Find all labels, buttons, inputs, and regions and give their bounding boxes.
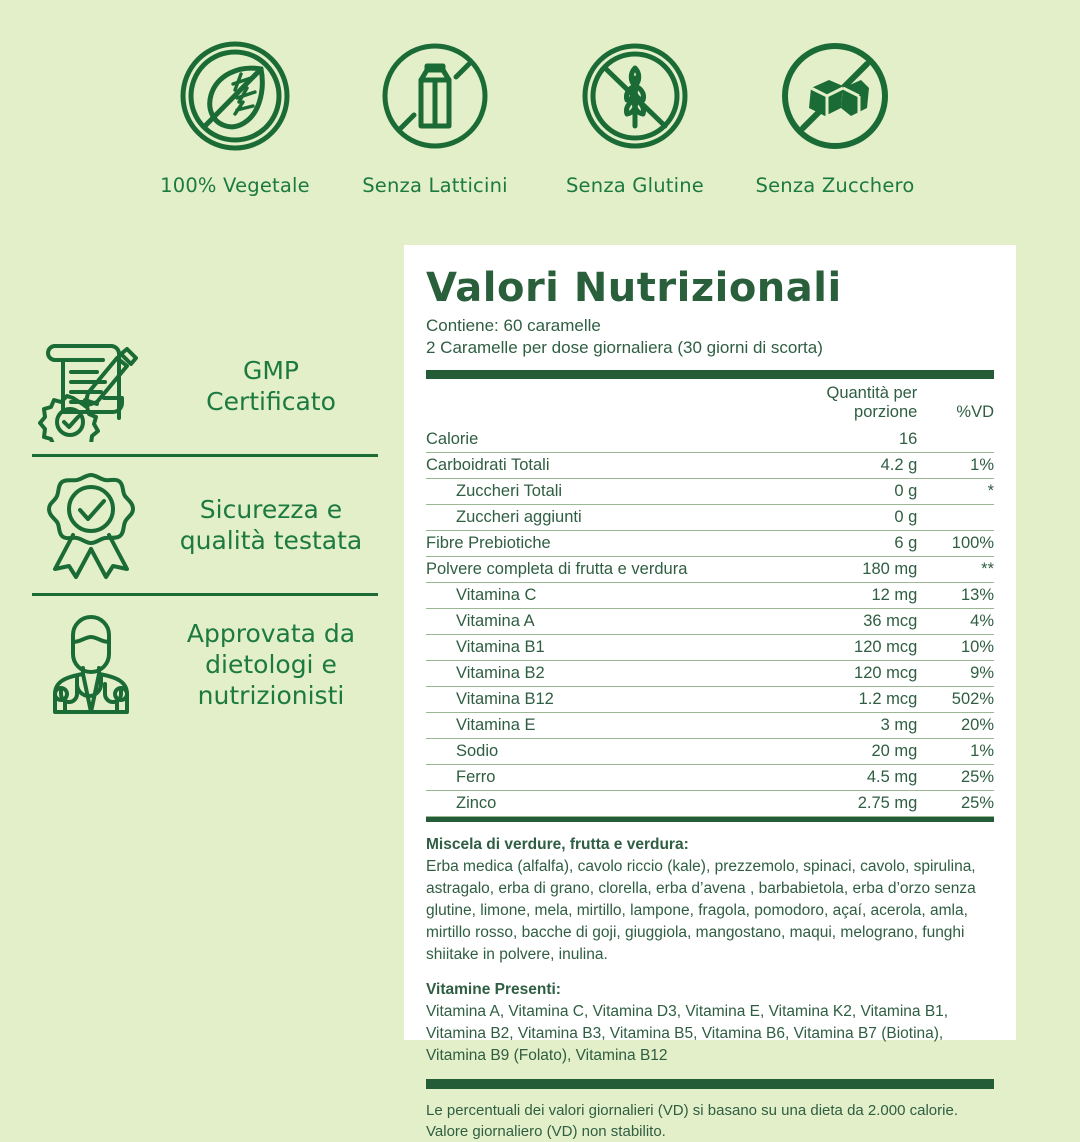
row-amount: 1.2 mcg bbox=[772, 686, 917, 712]
table-row bbox=[426, 634, 994, 660]
table-row bbox=[426, 712, 994, 738]
rule-top bbox=[426, 370, 994, 379]
row-name: Zinco bbox=[426, 790, 772, 816]
table-row bbox=[426, 790, 994, 816]
badge-vegetale-label: 100% Vegetale bbox=[160, 174, 310, 197]
feature-divider-2 bbox=[32, 593, 378, 596]
row-daily-value: 25% bbox=[917, 764, 994, 790]
vitamins-heading: Vitamine Presenti: bbox=[426, 980, 561, 998]
facts-title: Valori Nutrizionali bbox=[426, 265, 842, 311]
table-row bbox=[426, 504, 994, 530]
row-name: Vitamina B12 bbox=[426, 686, 772, 712]
doctor-stethoscope-icon bbox=[32, 608, 150, 720]
feature-sicurezza bbox=[32, 461, 378, 589]
blend-body: Erba medica (alfalfa), cavolo riccio (kale), prezzemolo, spinaci, cavolo, spirulina, astragalo, erba di grano, clorella, erba d’avena , barbabietola, erba d’orzo senza glutine, limone, mela, mirtillo, lampone, fragola, pomodoro, açaí, acerola, amla, mirtillo rosso, bacche di goji, giuggiola, mangostano, maqui, melograno, funghi shiitake in polvere, inulina. bbox=[426, 857, 976, 963]
serving-info bbox=[426, 315, 994, 359]
badge-latticini-label: Senza Latticini bbox=[362, 174, 508, 197]
serving-line-1: Contiene: 60 caramelle bbox=[426, 316, 601, 335]
feature-dietologi bbox=[32, 600, 378, 728]
no-sugar-cubes-icon bbox=[777, 32, 893, 160]
row-name: Vitamina A bbox=[426, 608, 772, 634]
feature-gmp bbox=[32, 322, 378, 450]
badge-vegetale bbox=[140, 32, 330, 197]
row-daily-value: 13% bbox=[917, 582, 994, 608]
row-name: Fibre Prebiotiche bbox=[426, 530, 772, 556]
table-row bbox=[426, 530, 994, 556]
award-rosette-icon bbox=[32, 469, 150, 581]
table-row bbox=[426, 478, 994, 504]
feature-dietologi-label bbox=[164, 618, 378, 711]
feature-dietologi-line2: dietologi e bbox=[205, 649, 337, 679]
table-row bbox=[426, 660, 994, 686]
footnote-line-1: Le percentuali dei valori giornalieri (VD) si basano su una dieta da 2.000 calorie. bbox=[426, 1102, 958, 1120]
row-amount: 4.2 g bbox=[772, 452, 917, 478]
top-badge-row bbox=[140, 32, 930, 212]
row-amount: 120 mcg bbox=[772, 634, 917, 660]
row-amount: 36 mcg bbox=[772, 608, 917, 634]
leaf-in-circle-icon bbox=[177, 32, 293, 160]
feature-sicurezza-line1: Sicurezza e bbox=[199, 495, 343, 524]
row-amount: 4.5 mg bbox=[772, 764, 917, 790]
badge-glutine-label: Senza Glutine bbox=[565, 174, 705, 197]
row-amount: 180 mg bbox=[772, 556, 917, 582]
col-header-amount: Quantità per porzione bbox=[826, 383, 918, 421]
badge-latticini bbox=[340, 32, 530, 197]
row-name: Carboidrati Totali bbox=[426, 452, 772, 478]
nutrition-facts-card bbox=[404, 245, 1016, 1141]
blend-section bbox=[426, 834, 994, 1068]
row-name: Sodio bbox=[426, 738, 772, 764]
row-daily-value: 20% bbox=[917, 712, 994, 738]
row-name: Zuccheri Totali bbox=[426, 478, 772, 504]
blend-heading: Miscela di verdure, frutta e verdura: bbox=[426, 835, 689, 853]
row-daily-value bbox=[917, 427, 994, 453]
row-daily-value: 1% bbox=[917, 452, 994, 478]
footnotes bbox=[426, 1100, 994, 1142]
feature-list bbox=[32, 322, 378, 728]
row-daily-value: * bbox=[917, 478, 994, 504]
badge-zucchero-label: Senza Zucchero bbox=[755, 174, 915, 197]
row-daily-value: 4% bbox=[917, 608, 994, 634]
table-row bbox=[426, 738, 994, 764]
table-row bbox=[426, 608, 994, 634]
row-name: Vitamina B2 bbox=[426, 660, 772, 686]
row-daily-value: 25% bbox=[917, 790, 994, 816]
table-row bbox=[426, 556, 994, 582]
no-dairy-carton-icon bbox=[377, 32, 493, 160]
row-daily-value: ** bbox=[917, 556, 994, 582]
rule-after-table bbox=[426, 817, 994, 822]
feature-gmp-label bbox=[164, 355, 378, 417]
row-amount: 6 g bbox=[772, 530, 917, 556]
row-amount: 120 mcg bbox=[772, 660, 917, 686]
nutrition-table-body bbox=[426, 427, 994, 817]
badge-zucchero bbox=[740, 32, 930, 197]
row-amount: 0 g bbox=[772, 504, 917, 530]
col-header-name bbox=[426, 379, 772, 427]
table-row bbox=[426, 582, 994, 608]
table-row bbox=[426, 686, 994, 712]
feature-sicurezza-label bbox=[164, 494, 378, 556]
rule-footer bbox=[426, 1079, 994, 1089]
row-name: Zuccheri aggiunti bbox=[426, 504, 772, 530]
feature-dietologi-line3: nutrizionisti bbox=[197, 680, 345, 710]
row-daily-value: 100% bbox=[917, 530, 994, 556]
row-daily-value: 10% bbox=[917, 634, 994, 660]
serving-line-2: 2 Caramelle per dose giornaliera (30 giorni di scorta) bbox=[426, 337, 823, 357]
row-name: Ferro bbox=[426, 764, 772, 790]
row-name: Calorie bbox=[426, 427, 772, 453]
row-name: Vitamina B1 bbox=[426, 634, 772, 660]
nutrition-table-head bbox=[426, 379, 994, 427]
row-name: Polvere completa di frutta e verdura bbox=[426, 556, 772, 582]
col-header-daily-value: %VD bbox=[956, 402, 994, 421]
table-row bbox=[426, 427, 994, 453]
feature-gmp-line2: Certificato bbox=[206, 387, 336, 416]
feature-dietologi-line1: Approvata da bbox=[186, 618, 356, 648]
row-daily-value: 502% bbox=[917, 686, 994, 712]
table-row bbox=[426, 764, 994, 790]
table-row bbox=[426, 452, 994, 478]
section-gap bbox=[426, 966, 994, 979]
no-gluten-wheat-icon bbox=[577, 32, 693, 160]
vitamins-body: Vitamina A, Vitamina C, Vitamina D3, Vitamina E, Vitamina K2, Vitamina B1, Vitamina B2, Vitamina B3, Vitamina B5, Vitamina B6, Vitamina B7 (Biotina), Vitamina B9 (Folato), Vitamina B12 bbox=[426, 1003, 949, 1065]
badge-glutine bbox=[540, 32, 730, 197]
row-daily-value: 9% bbox=[917, 660, 994, 686]
nutrition-table bbox=[426, 379, 994, 817]
row-amount: 20 mg bbox=[772, 738, 917, 764]
row-amount: 16 bbox=[772, 427, 917, 453]
row-amount: 3 mg bbox=[772, 712, 917, 738]
row-amount: 0 g bbox=[772, 478, 917, 504]
certificate-scroll-icon bbox=[32, 330, 150, 442]
row-name: Vitamina E bbox=[426, 712, 772, 738]
feature-sicurezza-line2: qualità testata bbox=[179, 526, 363, 555]
row-daily-value bbox=[917, 504, 994, 530]
row-daily-value: 1% bbox=[917, 738, 994, 764]
feature-divider-1 bbox=[32, 454, 378, 457]
footnote-line-2: Valore giornaliero (VD) non stabilito. bbox=[426, 1123, 666, 1141]
row-amount: 12 mg bbox=[772, 582, 917, 608]
feature-gmp-line1: GMP bbox=[242, 356, 300, 385]
table-header-row bbox=[426, 379, 994, 427]
row-amount: 2.75 mg bbox=[772, 790, 917, 816]
row-name: Vitamina C bbox=[426, 582, 772, 608]
